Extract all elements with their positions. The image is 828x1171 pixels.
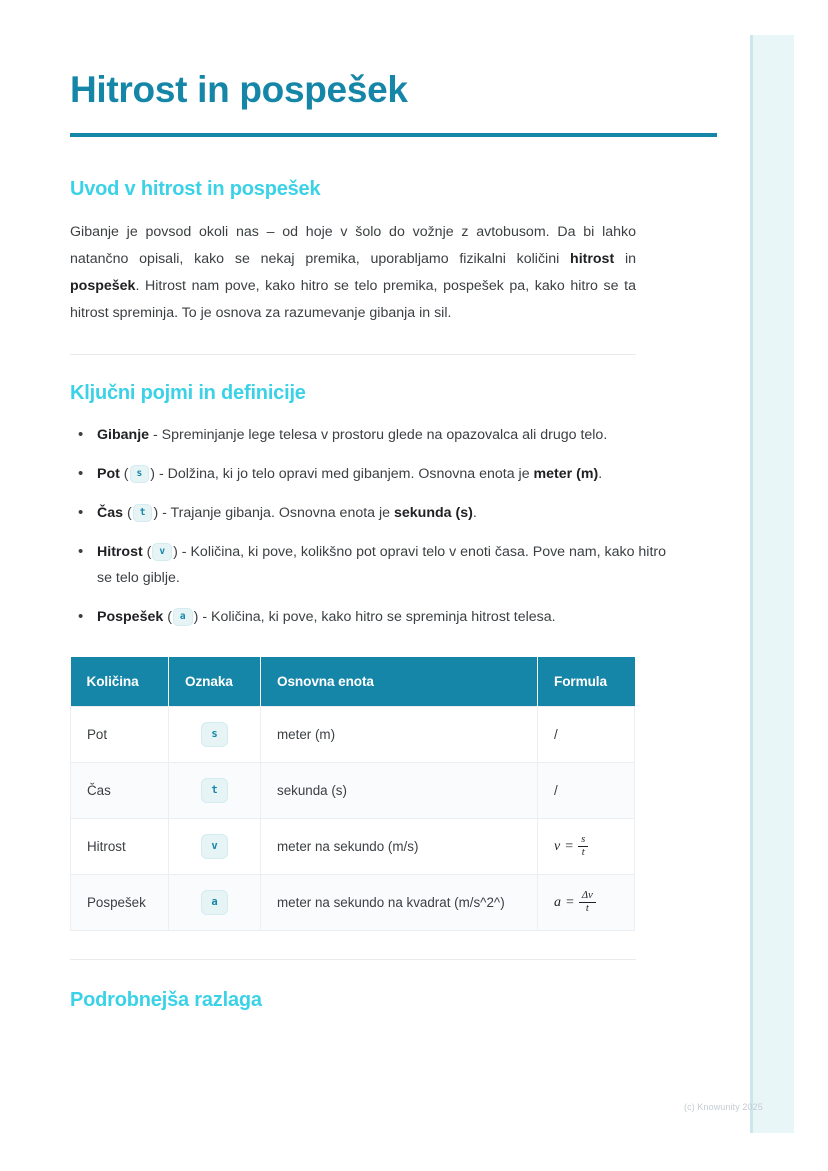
column-header-osnovna-enota: Osnovna enota [261, 657, 538, 707]
paren-open: ( [123, 505, 132, 521]
term-unit-bold: meter (m) [533, 466, 599, 482]
cell-formula [538, 875, 635, 931]
term-description-tail: . [598, 466, 603, 482]
cell-quantity: Pot [71, 707, 169, 763]
formula-velocity [554, 835, 588, 859]
list-item [70, 500, 667, 526]
term-description: - Trajanje gibanja. Osnovna enota je [158, 505, 394, 521]
intro-bold-pospesek: pospešek [70, 278, 136, 294]
formula-fraction [578, 835, 588, 859]
document-content [70, 0, 718, 1012]
section-heading-key-terms: Ključni pojmi in definicije [70, 382, 306, 404]
section-divider [70, 354, 636, 355]
table-row [71, 763, 635, 819]
symbol-badge: a [173, 608, 193, 626]
term-description: - Dolžina, ki jo telo opravi med gibanjem. Osnovna enota je [155, 466, 534, 482]
symbol-badge: t [133, 504, 153, 522]
symbol-badge: v [201, 834, 227, 859]
formula-lhs: v [554, 838, 561, 854]
intro-text-part3: . Hitrost nam pove, kako hitro se telo premika, pospešek pa, kako hitro se ta hitrost spreminja. To je osnova za razumevanje gibanja in sil. [70, 278, 636, 321]
list-item [70, 422, 667, 448]
term-label: Čas [97, 505, 124, 521]
list-item [70, 461, 667, 487]
formula-numerator: s [578, 835, 588, 848]
term-label: Pospešek [97, 609, 164, 625]
paren-open: ( [119, 466, 129, 482]
term-description-tail: . [472, 505, 477, 521]
right-decorative-strip [750, 35, 794, 1133]
paren-close: ) [150, 466, 155, 482]
intro-paragraph [70, 219, 636, 327]
cell-unit: meter na sekundo na kvadrat (m/s^2^) [261, 875, 538, 931]
term-label: Hitrost [97, 544, 143, 560]
cell-quantity: Pospešek [71, 875, 169, 931]
cell-formula: / [538, 763, 635, 819]
key-terms-list [70, 422, 718, 630]
paren-close: ) [173, 544, 178, 560]
cell-symbol [169, 875, 261, 931]
cell-unit: meter (m) [261, 707, 538, 763]
cell-symbol [169, 763, 261, 819]
table-header-row [71, 657, 635, 707]
term-description: - Spreminjanje lege telesa v prostoru glede na opazovalca ali drugo telo. [149, 427, 608, 443]
symbol-badge: s [201, 722, 227, 747]
paren-close: ) [153, 505, 159, 521]
formula-denominator: t [585, 903, 589, 914]
cell-quantity: Čas [71, 763, 169, 819]
intro-bold-hitrost: hitrost [570, 251, 615, 267]
symbol-badge: v [152, 543, 172, 561]
cell-unit: sekunda (s) [261, 763, 538, 819]
term-description: - Količina, ki pove, kako hitro se spreminja hitrost telesa. [198, 609, 556, 625]
page-title: Hitrost in pospešek [70, 69, 408, 110]
intro-text-part2: in [614, 251, 636, 267]
formula-lhs: a [554, 894, 561, 910]
table-row [71, 875, 635, 931]
quantities-table-wrapper [70, 657, 718, 931]
symbol-badge: t [201, 778, 227, 803]
cell-formula: / [538, 707, 635, 763]
symbol-badge: s [130, 465, 150, 483]
cell-symbol [169, 819, 261, 875]
table-row [71, 819, 635, 875]
cell-formula [538, 819, 635, 875]
title-underline-rule [70, 133, 717, 137]
cell-quantity: Hitrost [71, 819, 169, 875]
quantities-table [70, 657, 635, 931]
paren-open: ( [163, 609, 172, 625]
column-header-oznaka: Oznaka [169, 657, 261, 707]
list-item [70, 539, 667, 591]
footer-credit: (c) Knowunity 2025 [684, 1102, 763, 1112]
term-description: - Količina, ki pove, kolikšno pot opravi telo v enoti časa. Pove nam, kako hitro se telo giblje. [97, 544, 666, 586]
term-unit-bold: sekunda (s) [394, 505, 473, 521]
formula-denominator: t [581, 847, 585, 858]
paren-close: ) [193, 609, 199, 625]
symbol-badge: a [201, 890, 227, 915]
term-label: Pot [97, 466, 120, 482]
formula-equals: = [566, 894, 574, 910]
table-row [71, 707, 635, 763]
list-item [70, 604, 667, 630]
intro-text-part1: Gibanje je povsod okoli nas – od hoje v šolo do vožnje z avtobusom. Da bi lahko natančno opisali, kako se nekaj premika, uporabljamo fizikalni količini [70, 224, 636, 267]
formula-fraction [579, 891, 596, 915]
formula-numerator: Δv [579, 891, 596, 904]
column-header-kolicina: Količina [71, 657, 169, 707]
cell-symbol [169, 707, 261, 763]
formula-acceleration [554, 891, 596, 915]
column-header-formula: Formula [538, 657, 635, 707]
section-heading-intro: Uvod v hitrost in pospešek [70, 178, 321, 200]
section-heading-details: Podrobnejša razlaga [70, 989, 262, 1011]
paren-open: ( [142, 544, 152, 560]
formula-equals: = [565, 838, 574, 854]
term-label: Gibanje [97, 427, 150, 443]
cell-unit: meter na sekundo (m/s) [261, 819, 538, 875]
section-divider [70, 959, 636, 960]
